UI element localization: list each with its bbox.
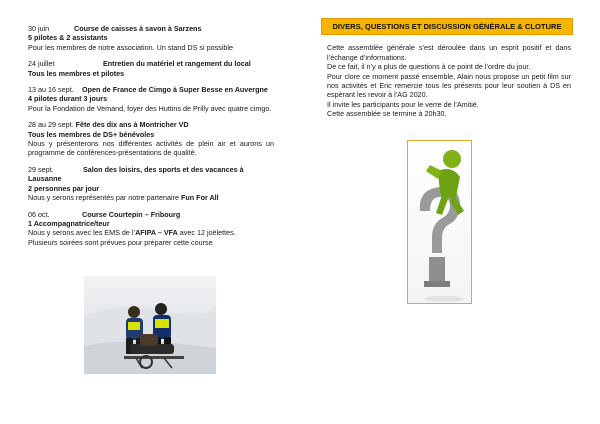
event-title: Open de France de Cimgo à Super Besse en Auvergne	[82, 85, 268, 95]
event-subtitle: Tous les membres de DS+ bénévoles	[28, 129, 155, 139]
question-mark-icon	[408, 141, 471, 303]
event-date: 06 oct.	[28, 209, 50, 219]
event-body: Nous y serons avec les EMS de l’AFIPA – VFA avec 12 joëlettes.	[28, 228, 236, 238]
event-body: Pour les membres de notre association. Un stand DS si possible	[28, 42, 233, 52]
event-subtitle: 2 personnes par jour	[28, 183, 100, 193]
event-title: Entretien du matériel et rangement du local	[103, 59, 251, 69]
event-title: Course Courtepin – Fribourg	[82, 209, 181, 219]
event-item	[28, 59, 274, 78]
paragraph: Il invite les participants pour le verre de l’Amitié.	[327, 99, 479, 109]
paragraph: Pour clore ce moment passé ensemble, Alain nous propose un petit film sur nos activités et Eric remercie tous les présents pour leur soutien à DS en espérant les revoir à l’AG 2020.	[327, 71, 571, 100]
event-body: Nous y présenterons nos différentes activités de plein air et aurons un programme de conférences-présentations de qualité.	[28, 139, 274, 158]
event-date: 30 juin	[28, 24, 50, 33]
event-title: Course de caisses à savon à Sarzens	[74, 24, 202, 33]
event-date: 29 sept.	[28, 164, 54, 174]
event-date: 24 juillet	[28, 59, 55, 69]
event-subtitle: 4 pilotes durant 3 jours	[28, 94, 108, 104]
event-body: Nous y serons représentés par notre partenaire Fun For All	[28, 193, 219, 203]
paragraph: Cette assemblée se termine à 20h30.	[327, 109, 447, 119]
event-subtitle: 5 pilotes & 2 assistants	[28, 33, 108, 43]
event-date: 13 au 16 sept.	[28, 85, 74, 95]
paragraph: Cette assemblée générale s’est déroulée dans un esprit positif et dans l’échange d’informations.	[327, 43, 571, 62]
event-item	[28, 85, 274, 113]
event-item	[28, 120, 274, 158]
closing-text	[321, 43, 573, 118]
event-body: Pour la Fondation de Vemand, foyer des Huttins de Prilly avec quatre cimgo.	[28, 103, 272, 113]
closing-column	[321, 18, 573, 119]
event-item	[28, 24, 274, 52]
thinking-figure-image	[407, 140, 472, 304]
event-body-2: Plusieurs soirées sont prévues pour préparer cette course	[28, 237, 213, 247]
event-subtitle: 1 Accompagnatrice/teur	[28, 218, 110, 228]
section-heading: DIVERS, QUESTIONS ET DISCUSSION GÉNÉRALE & CLOTURE	[321, 18, 573, 35]
event-date: 28 au 29 sept.	[28, 120, 74, 130]
event-title: Fête des dix ans à Montricher VD	[75, 120, 189, 130]
event-title: Salon des loisirs, des sports et des vacances à Lausanne	[28, 164, 244, 184]
events-column	[28, 24, 274, 254]
event-item	[28, 210, 274, 248]
snow-race-photo	[84, 276, 216, 374]
snow-race-illustration	[84, 276, 216, 374]
paragraph: De ce fait, il n’y a plus de questions à ce point de l’ordre du jour.	[327, 62, 531, 72]
event-subtitle: Tous les membres et pilotes	[28, 68, 125, 78]
event-item	[28, 165, 274, 203]
